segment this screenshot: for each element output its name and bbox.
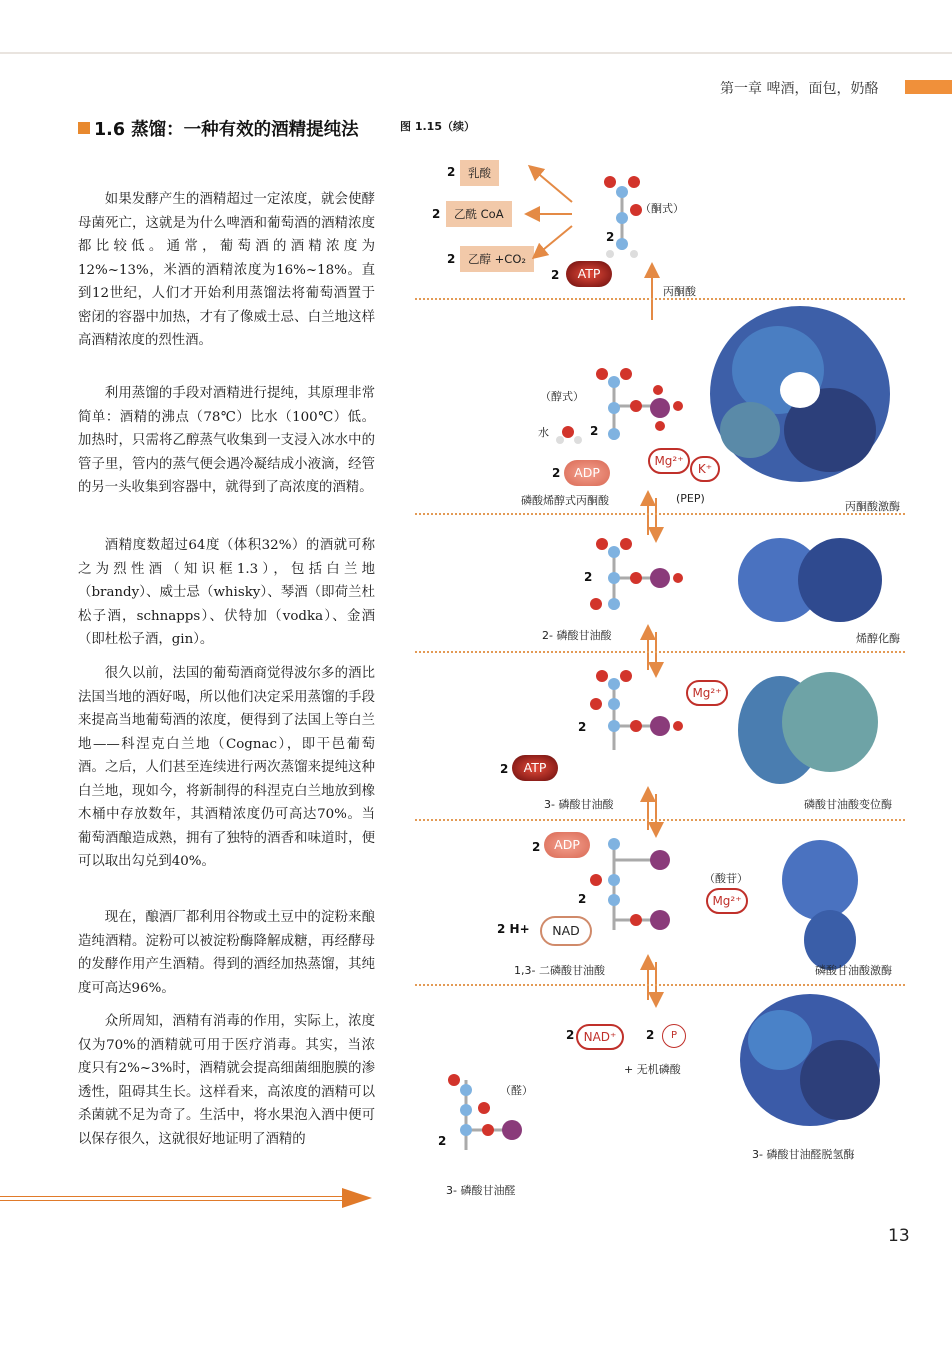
h-plus-label: 2 H+ xyxy=(497,922,530,936)
enzyme-label: 磷酸甘油酸变位酶 xyxy=(804,798,892,811)
coefficient: 2 xyxy=(606,230,615,244)
coefficient: 2 xyxy=(552,466,561,480)
arrow-double-4 xyxy=(648,962,656,1000)
chapter-title: 第一章 啤酒，面包，奶酪 xyxy=(720,81,879,97)
product-acetyl-coa: 乙酰 CoA xyxy=(446,201,512,227)
3pg-molecule xyxy=(590,670,683,750)
separator xyxy=(415,984,905,986)
section-heading: 1.6 蒸馏：一种有效的酒精提纯法 xyxy=(94,120,359,140)
3pg-label: 3- 磷酸甘油酸 xyxy=(544,798,614,811)
arrow-double-1 xyxy=(648,498,656,535)
paragraph-5: 现在，酿酒厂都利用谷物或土豆中的淀粉来酿造纯酒精。淀粉可以被淀粉酶降解成糖，再经酵母的发酵作用产生酒精。得到的酒经加热蒸馏，其纯度可高达96%。 xyxy=(78,910,375,996)
adp-badge: ADP xyxy=(544,832,590,858)
coefficient: 2 xyxy=(566,1028,575,1042)
separator xyxy=(415,513,905,515)
separator xyxy=(415,819,905,821)
2pg-label: 2- 磷酸甘油酸 xyxy=(542,629,612,642)
anhydride-label: （酸苷） xyxy=(704,872,748,885)
enolase-structure xyxy=(738,538,882,622)
paragraph-1: 如果发酵产生的酒精超过一定浓度，就会使酵母菌死亡，这就是为什么啤酒和葡萄酒的酒精浓度都比较低。通常，葡萄酒的酒精浓度为12%~13%，米酒的酒精浓度为16%~18%。直到12世纪，人们才开始利用蒸馏法将葡萄酒置于密闭的容器中加热，才有了像威士忌、白兰地这样高酒精浓度的烈性酒。 xyxy=(78,192,375,348)
aldehyde-label: （醛） xyxy=(500,1084,533,1097)
paragraph-6: 众所周知，酒精有消毒的作用，实际上，浓度仅为70%的酒精就可用于医疗消毒。其实，当浓度只有2%~3%时，酒精就会提高细菌细胞膜的渗透性，阻碍其生长。这样看来，高浓度的酒精可以杀菌就不足为奇了。生活中，将水果泡入酒中便可以保存很久，这就很好地证明了酒精的 xyxy=(78,1014,375,1147)
keto-form-label: （酮式） xyxy=(640,202,684,215)
glycolysis-diagram xyxy=(400,140,952,1220)
coefficient: 2 xyxy=(584,570,593,584)
coefficient: 2 xyxy=(447,252,456,266)
phosphoglycerate-mutase-structure xyxy=(738,672,878,784)
enzyme-label: 烯醇化酶 xyxy=(856,632,900,645)
pyruvate-label: 丙酮酸 xyxy=(663,285,696,298)
paragraph-2: 利用蒸馏的手段对酒精进行提纯，其原理非常简单：酒精的沸点（78℃）比水（100℃）低。加热时，只需将乙醇蒸气收集到一支浸入冰水中的管子里，管内的蒸气便会遇冷凝结成小液滴，经管的另一头收集到容器中，就得到了高浓度的酒精。 xyxy=(78,386,375,495)
gapdh-structure xyxy=(740,994,880,1126)
coefficient: 2 xyxy=(551,268,560,282)
pep-label: 磷酸烯醇式丙酮酸 xyxy=(521,494,609,507)
inorganic-phosphate-label: + 无机磷酸 xyxy=(624,1063,681,1076)
enol-form-label: （醇式） xyxy=(540,390,584,403)
nad-plus-badge: NAD⁺ xyxy=(576,1024,624,1050)
arrow-double-3 xyxy=(648,794,656,830)
footer-arrow-line-2 xyxy=(0,1200,345,1201)
paragraph-4: 很久以前，法国的葡萄酒商觉得波尔多的酒比法国当地的酒好喝，所以他们决定采用蒸馏的手段来提高当地葡萄酒的浓度，便得到了法国上等白兰地——科涅克白兰地（Cognac），即干邑葡萄酒。之后，人们甚至连续进行两次蒸馏来提纯这种白兰地，现如今，将新制得的科涅克白兰地放到橡木桶中存放数年，其酒精浓度仍可高达70%。当葡萄酒酿造成熟，拥有了独特的酒香和味道时，便可以取出勾兑到40%。 xyxy=(78,666,375,869)
header-rule xyxy=(0,52,952,54)
enzyme-label: 磷酸甘油酸激酶 xyxy=(815,964,892,977)
product-lactate: 乳酸 xyxy=(460,160,499,186)
coefficient: 2 xyxy=(646,1028,655,1042)
coefficient: 2 xyxy=(432,207,441,221)
coefficient: 2 xyxy=(590,424,599,438)
coefficient: 2 xyxy=(438,1134,447,1148)
arrow-to-ethanol xyxy=(538,226,572,254)
pep-abbr-label: (PEP) xyxy=(676,492,705,505)
arrow-to-lactate xyxy=(534,170,572,202)
2pg-molecule xyxy=(590,538,683,610)
separator xyxy=(415,298,905,300)
atp-badge: ATP xyxy=(566,261,612,287)
footer-arrow-line xyxy=(0,1196,345,1197)
product-ethanol-co2: 乙醇 +CO₂ xyxy=(460,246,534,272)
pep-molecule xyxy=(556,368,683,444)
coefficient: 2 xyxy=(578,892,587,906)
mg-ion-badge: Mg²⁺ xyxy=(686,680,728,706)
pyruvate-kinase-structure xyxy=(710,306,890,482)
mg-ion-badge: Mg²⁺ xyxy=(648,448,690,474)
coefficient: 2 xyxy=(500,762,509,776)
chapter-color-tab xyxy=(905,80,952,94)
pyruvate-molecule xyxy=(604,176,642,258)
paragraph-3: 酒精度数超过64度（体积32%）的酒就可称之为烈性酒（知识框1.3），包括白兰地（brandy）、威士忌（whisky）、琴酒（即荷兰杜松子酒，schnapps）、伏特加（vodka）、金酒（即杜松子酒，gin）。 xyxy=(78,538,375,647)
phosphate-badge: P xyxy=(662,1024,686,1048)
enzyme-label: 3- 磷酸甘油醛脱氢酶 xyxy=(752,1148,855,1161)
phosphoglycerate-kinase-structure xyxy=(782,840,858,970)
adp-badge: ADP xyxy=(564,460,610,486)
separator xyxy=(415,651,905,653)
k-ion-badge: K⁺ xyxy=(690,456,720,482)
atp-badge: ATP xyxy=(512,755,558,781)
coefficient: 2 xyxy=(447,165,456,179)
bpg-label: 1,3- 二磷酸甘油酸 xyxy=(514,964,605,977)
nad-badge: NAD xyxy=(540,916,592,946)
section-marker xyxy=(78,122,90,134)
coefficient: 2 xyxy=(578,720,587,734)
coefficient: 2 xyxy=(532,840,541,854)
page-number: 13 xyxy=(888,1226,910,1246)
mg-ion-badge: Mg²⁺ xyxy=(706,888,748,914)
water-label: 水 xyxy=(538,426,549,439)
figure-caption: 图 1.15（续） xyxy=(400,120,475,133)
arrow-right-icon xyxy=(342,1188,372,1208)
bpg-molecule xyxy=(590,838,670,930)
enzyme-label: 丙酮酸激酶 xyxy=(845,500,900,513)
gap-label: 3- 磷酸甘油醛 xyxy=(446,1184,516,1197)
